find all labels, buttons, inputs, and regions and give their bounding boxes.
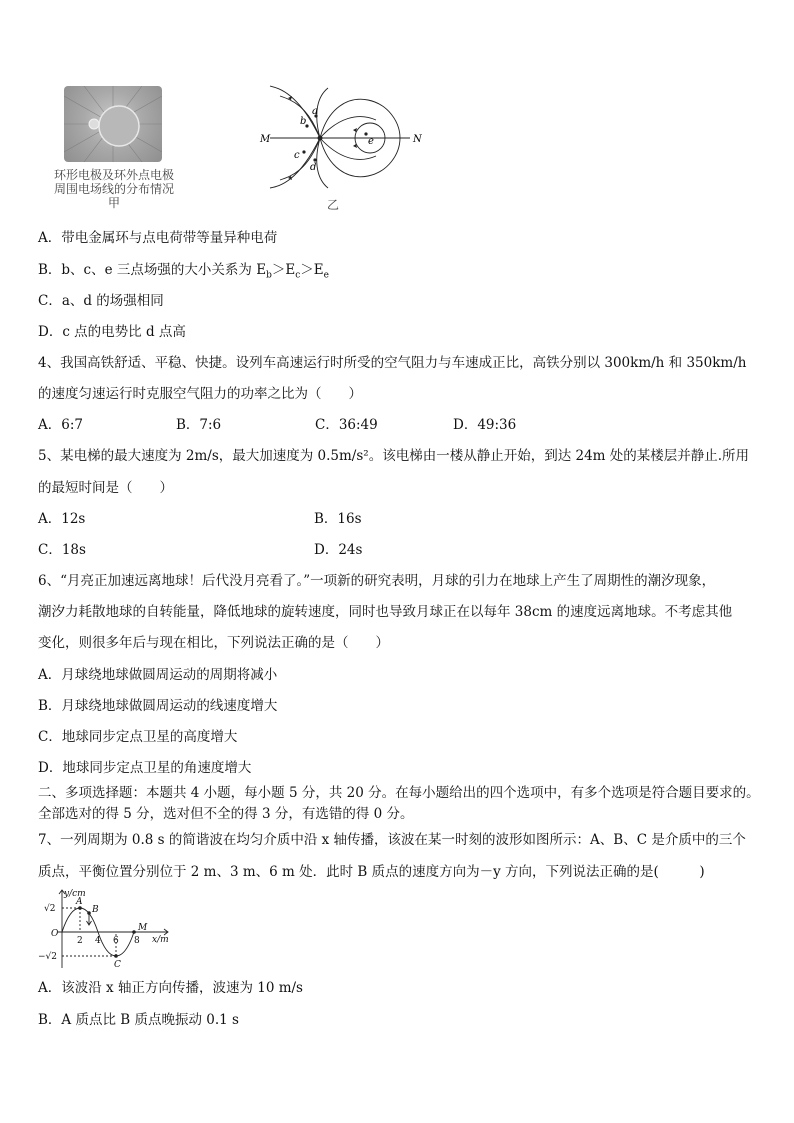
q5-option-b: B．16s [314,511,362,527]
q3-option-a: A．带电金属环与点电荷带等量异种电荷 [38,230,278,246]
q7-option-b: B．A 质点比 B 质点晚振动 0.1 s [38,1012,239,1028]
graph-point-M: M [138,923,148,933]
q5-stem-line-2: 的最短时间是（ ） [38,480,173,496]
label-d: d [310,162,317,173]
graph-point-C: C [114,960,121,970]
q7-stem-line-1: 7、一列周期为 0.8 s 的简谐波在均匀介质中沿 x 轴传播，该波在某一时刻的波形如图所示：A、B、C 是介质中的三个 [38,832,746,848]
label-N: N [413,134,422,145]
q3-option-b: B．b、c、e 三点场强的大小关系为 $E_b>E_c>E_e$ [38,262,329,281]
q5-option-a: A．12s [38,511,86,527]
label-b: b [300,116,307,127]
q4-option-a: A．6:7 [38,417,83,433]
graph-x-tick-8: 8 [134,936,140,946]
q6-stem-line-2: 潮汐力耗散地球的自转能量，降低地球的旋转速度，同时也导致月球正在以每年 38cm 的速度远离地球。不考虑其他 [38,604,733,620]
label-c: c [294,150,300,161]
q4-option-d: D．49:36 [453,417,517,433]
wave-graph [38,886,178,970]
q6-option-c: C．地球同步定点卫星的高度增大 [38,729,238,745]
field-lines-image [64,86,162,162]
graph-point-B: B [92,905,99,915]
q6-option-d: D．地球同步定点卫星的角速度增大 [38,760,252,776]
graph-x-label: x/m [152,935,169,945]
point-charge [318,136,323,141]
label-M: M [260,134,271,145]
figure-jia-label: 甲 [107,196,120,210]
graph-x-tick-2: 2 [77,936,83,946]
q4-option-b: B．7:6 [176,417,222,433]
q5-option-d: D．24s [314,542,363,558]
graph-y-pos-tick: √2 [44,904,56,914]
label-a: a [312,106,318,117]
q6-stem-line-3: 变化，则很多年后与现在相比，下列说法正确的是（ ） [38,635,389,651]
graph-point-A: A [76,897,83,907]
graph-origin: O [51,929,59,939]
q6-stem-line-1: 6、“月亮正加速远离地球！后代没月亮看了。”一项新的研究表明，月球的引力在地球上产生了周期性的潮汐现象， [38,573,716,589]
electrode-field-photo [64,86,162,162]
q6-option-b: B．月球绕地球做圆周运动的线速度增大 [38,698,278,714]
label-e: e [368,136,374,147]
q4-stem-line-2: 的速度匀速运行时克服空气阻力的功率之比为（ ） [38,386,362,402]
q5-stem-line-1: 5、某电梯的最大速度为 2m/s，最大加速度为 0.5m/s²。该电梯由一楼从静止开始，到达 24m 处的某楼层并静止.所用 [38,448,750,464]
q3-option-d: D．c 点的电势比 d 点高 [38,324,186,340]
section2-instructions-line-1: 二、多项选择题：本题共 4 小题，每小题 5 分，共 20 分。在每小题给出的四个选项中，有多个选项是符合题目要求的。 [38,785,760,801]
electric-field-diagram [258,82,428,194]
graph-y-label: y/cm [64,889,86,899]
q6-option-a: A．月球绕地球做圆周运动的周期将减小 [38,667,278,683]
figure-jia-caption-2: 周围电场线的分布情况 [53,182,174,196]
q4-option-c: C．36:49 [315,417,378,433]
q3-option-c: C．a、d 的场强相同 [38,293,164,309]
figure-yi-label: 乙 [326,198,339,212]
q5-option-c: C．18s [38,542,86,558]
q4-stem-line-1: 4、我国高铁舒适、平稳、快捷。设列车高速运行时所受的空气阻力与车速成正比，高铁分别以 300km/h 和 350km/h [38,355,747,371]
graph-x-tick-4: 4 [95,936,101,946]
section2-instructions-line-2: 全部选对的得 5 分，选对但不全的得 3 分，有选错的得 0 分。 [38,806,414,822]
graph-x-tick-6: 6 [113,936,119,946]
q7-option-a: A．该波沿 x 轴正方向传播，波速为 10 m/s [38,980,303,996]
graph-y-neg-tick: −√2 [38,952,58,962]
q7-stem-line-2: 质点，平衡位置分别位于 2 m、3 m、6 m 处．此时 B 质点的速度方向为－y 方向，下列说法正确的是( ) [38,864,705,880]
figure-jia-caption-1: 环形电极及环外点电极 [53,168,174,182]
